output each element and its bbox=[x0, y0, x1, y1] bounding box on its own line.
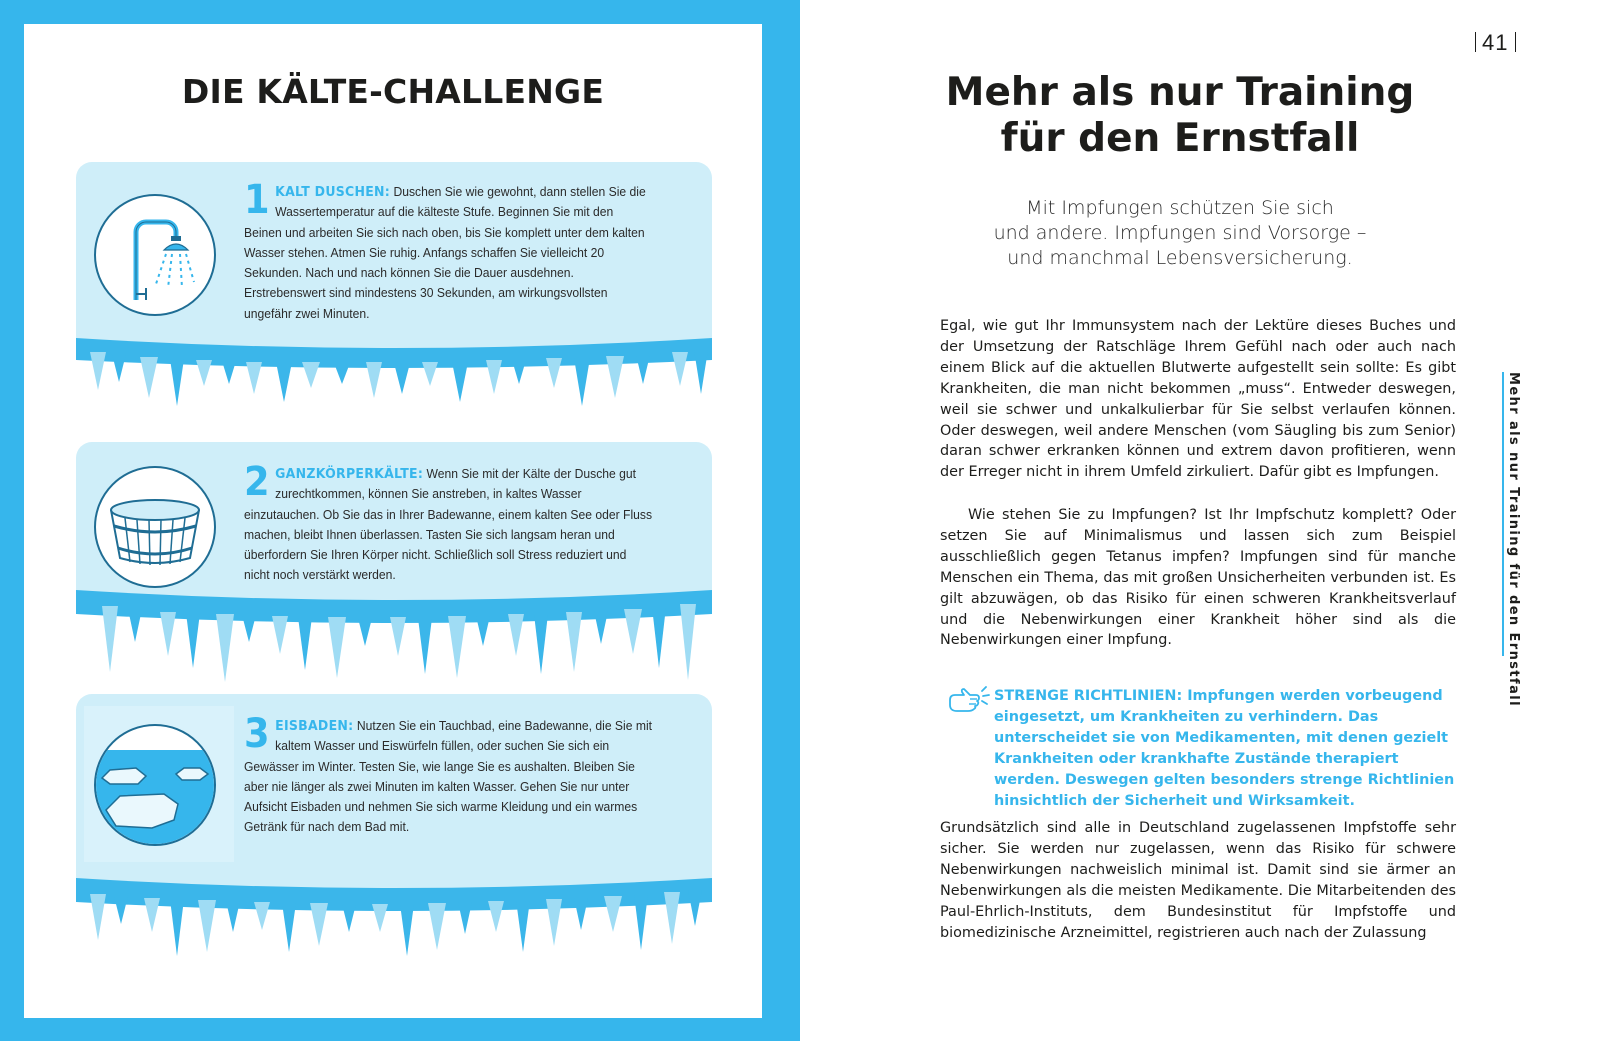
challenge-text-1 bbox=[244, 177, 654, 324]
challenge-body-2: Wenn Sie mit der Kälte der Dusche gut zurechtkommen, können Sie anstreben, in kaltes Wasser einzutauchen. Ob Sie das in Ihrer Badewanne, einem kalten See oder Fluss machen, bleibt Ihnen überlassen. Tasten Sie sich langsam heran und überfordern Sie Ihren Körper nicht. Schließlich soll Stress reduziert und nicht noch verstärkt werden. bbox=[244, 466, 653, 583]
page-number bbox=[1469, 30, 1522, 56]
left-page-title: DIE KÄLTE-CHALLENGE bbox=[181, 72, 605, 111]
page-number-bar bbox=[1475, 32, 1477, 52]
chapter-title-line-1: Mehr als nur Training bbox=[945, 70, 1415, 115]
lead-line-2: und andere. Impfungen sind Vorsorge – bbox=[993, 222, 1367, 244]
challenge-body-3: Nutzen Sie ein Tauchbad, eine Badewanne, die Sie mit kaltem Wasser und Eiswürfeln füllen, oder suchen Sie sich ein Gewässer im Winter. Testen Sie, wie lange Sie es aushalten. Bleiben Sie aber nie länger als zwei Minuten im kalten Wasser. Gehen Sie nur unter Aufsicht Eisbaden und nehmen Sie sich warme Kleidung und ein warmes Getränk für nach dem Bad mit. bbox=[244, 718, 653, 835]
challenge-text-2 bbox=[244, 459, 654, 586]
chapter-sidebar-label: Mehr als nur Training für den Ernstfall bbox=[1506, 372, 1521, 707]
page-number-bar bbox=[1515, 32, 1517, 52]
challenge-number-1: 1 bbox=[244, 177, 270, 223]
lead-line-1: Mit Impfungen schützen Sie sich bbox=[1026, 197, 1334, 219]
challenge-card-3 bbox=[76, 694, 712, 962]
body-paragraph-1: Egal, wie gut Ihr Immunsystem nach der Lektüre dieses Buches und der Umsetzung der Ratschläge Ihrem Gefühl nach oder auch nach einem Blick auf die aktuellen Blutwerte aufgestellt sein sollte: Es gibt Krankheiten, die man nicht bekommen „muss“. Entweder deswegen, weil sie schwer und unkalkulierbar für Sie selbst verlaufen können. Oder deswegen, weil andere Menschen (vom Säugling bis zum Senior) daran schwer erkranken können und extrem davon profitieren, wenn der Erreger nicht in ihrem Umfeld zirkuliert. Dafür gibt es Impfungen. bbox=[940, 318, 1456, 481]
callout-box bbox=[948, 686, 1456, 811]
lead-paragraph bbox=[900, 196, 1460, 271]
lead-line-3: und manchmal Lebensversicherung. bbox=[1007, 247, 1353, 269]
ice-floes-icon bbox=[92, 722, 218, 848]
callout-text: STRENGE RICHTLINIEN: Impfungen werden vorbeugend eingesetzt, um Krankheiten zu verhindern. Das unterscheidet sie von Medikamenten, mit denen gezielt Krankheiten oder krankhafte Zustände therapiert werden. Deswegen gelten besonders strenge Richtlinien hinsichtlich der Sicherheit und Wirksamkeit. bbox=[994, 688, 1455, 809]
challenge-card-1 bbox=[76, 162, 712, 410]
pointing-hand-icon bbox=[948, 686, 992, 714]
challenge-heading-3: EISBADEN: bbox=[275, 718, 354, 734]
challenge-body-1: Duschen Sie wie gewohnt, dann stellen Sie die Wassertemperatur auf die kälteste Stufe. Beginnen Sie mit den Beinen und arbeiten Sie sich nach oben, bis Sie komplett unter dem kalten Wasser stehen. Atmen Sie ruhig. Anfangs schaffen Sie vielleicht 20 Sekunden. Nach und nach können Sie die Dauer ausdehnen. Erstrebenswert sind mindestens 30 Sekunden, am wirkungsvollsten ungefähr zwei Minuten. bbox=[244, 184, 646, 321]
shower-icon bbox=[92, 192, 218, 318]
challenge-text-3 bbox=[244, 711, 654, 838]
body-paragraph-2: Wie stehen Sie zu Impfungen? Ist Ihr Impfschutz komplett? Oder setzen Sie auf Minimalismus und lassen sich zum Beispiel ausschließlich gegen Tetanus impfen? Impfungen sind für manche Menschen ein Thema, das mit großen Unsicherheiten verbunden ist. Es gilt abzuwägen, ob das Risiko für einen schweren Krankheitsverlauf und die Nebenwirkungen einer Krankheit höher sind als die Nebenwirkungen einer Impfung. bbox=[940, 507, 1456, 649]
body-paragraph-3: Grundsätzlich sind alle in Deutschland zugelassenen Impfstoffe sehr sicher. Sie werden nur zugelassen, wenn das Risiko für schwere Nebenwirkungen nachweislich minimal ist. Damit sind sie ärmer an Nebenwirkungen als die meisten Medikamente. Die Mitarbeitenden des Paul-Ehrlich-Instituts, dem Bundesinstitut für Impfstoffe und biomedizinische Arzneimittel, registrieren auch nach der Zulassung bbox=[940, 820, 1456, 941]
wooden-tub-icon bbox=[92, 464, 218, 590]
challenge-heading-2: GANZKÖRPERKÄLTE: bbox=[275, 466, 424, 482]
chapter-title bbox=[900, 70, 1460, 162]
left-page-content bbox=[24, 24, 762, 1018]
page-number-value: 41 bbox=[1482, 30, 1509, 55]
challenge-card-2 bbox=[76, 442, 712, 688]
challenge-number-3: 3 bbox=[244, 711, 270, 757]
challenge-heading-1: KALT DUSCHEN: bbox=[275, 184, 391, 200]
challenge-number-2: 2 bbox=[244, 459, 270, 505]
chapter-title-line-2: für den Ernstfall bbox=[1000, 116, 1360, 161]
